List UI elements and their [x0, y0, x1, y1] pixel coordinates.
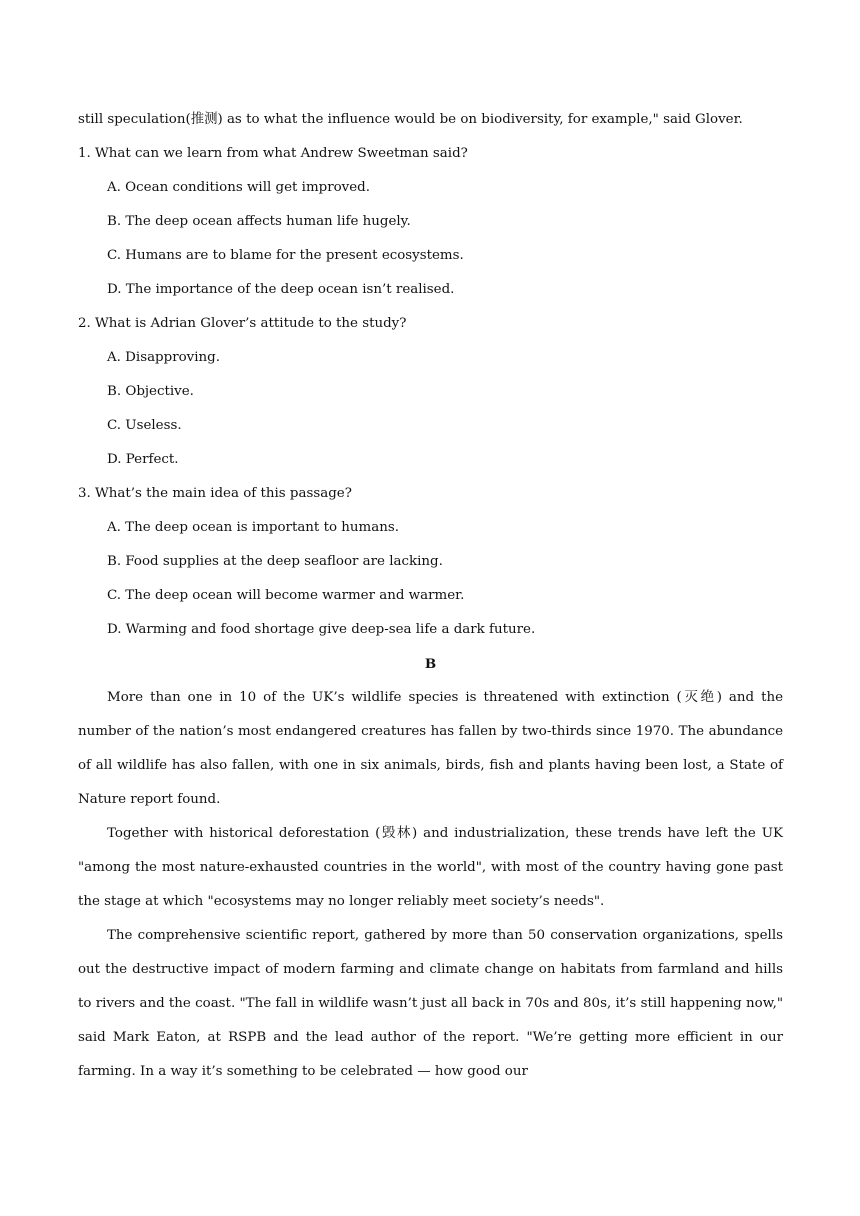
- option-a: A. Disapproving.: [107, 350, 220, 365]
- option-a: A. The deep ocean is important to humans.: [107, 520, 399, 535]
- question-stem: 3. What’s the main idea of this passage?: [78, 486, 352, 501]
- question-1: [78, 137, 783, 307]
- option-b: B. Objective.: [107, 384, 194, 399]
- question-2: [78, 307, 783, 477]
- option-d: D. The importance of the deep ocean isn’t realised.: [107, 282, 455, 297]
- option-c: C. The deep ocean will become warmer and warmer.: [107, 588, 465, 603]
- option-a: A. Ocean conditions will get improved.: [107, 180, 371, 195]
- option-d: D. Warming and food shortage give deep-sea life a dark future.: [107, 622, 536, 637]
- question-stem: 2. What is Adrian Glover’s attitude to the study?: [78, 316, 407, 331]
- option-c: C. Humans are to blame for the present ecosystems.: [107, 248, 464, 263]
- option-b: B. Food supplies at the deep seafloor are lacking.: [107, 554, 443, 569]
- question-3: [78, 477, 783, 647]
- section-label: B: [424, 656, 437, 672]
- passage-paragraph: Together with historical deforestation (毁林) and industrialization, these trends have left the UK "among the most nature-exhausted countries in the world", with most of the country having gone past the stage at which "ecosystems may no longer reliably meet society’s needs".: [78, 826, 783, 909]
- option-d: D. Perfect.: [107, 452, 179, 467]
- page-content: [78, 103, 783, 1089]
- passage-paragraph: The comprehensive scientific report, gathered by more than 50 conservation organizations, spells out the destructive impact of modern farming and climate change on habitats from farmland and hills to rivers and the coast. "The fall in wildlife wasn’t just all back in 70s and 80s, it’s still happening now," said Mark Eaton, at RSPB and the lead author of the report. "We’re getting more efficient in our farming. In a way it’s something to be celebrated — how good our: [78, 928, 783, 1079]
- passage-paragraph: More than one in 10 of the UK’s wildlife species is threatened with extinction (灭绝) and the number of the nation’s most endangered creatures has fallen by two-thirds since 1970. The abundance of all wildlife has also fallen, with one in six animals, birds, fish and plants having been lost, a State of Nature report found.: [78, 690, 783, 807]
- option-c: C. Useless.: [107, 418, 182, 433]
- option-b: B. The deep ocean affects human life hugely.: [107, 214, 411, 229]
- continuation-paragraph: still speculation(推测) as to what the influence would be on biodiversity, for example," said Glover.: [78, 112, 743, 127]
- question-stem: 1. What can we learn from what Andrew Sweetman said?: [78, 146, 468, 161]
